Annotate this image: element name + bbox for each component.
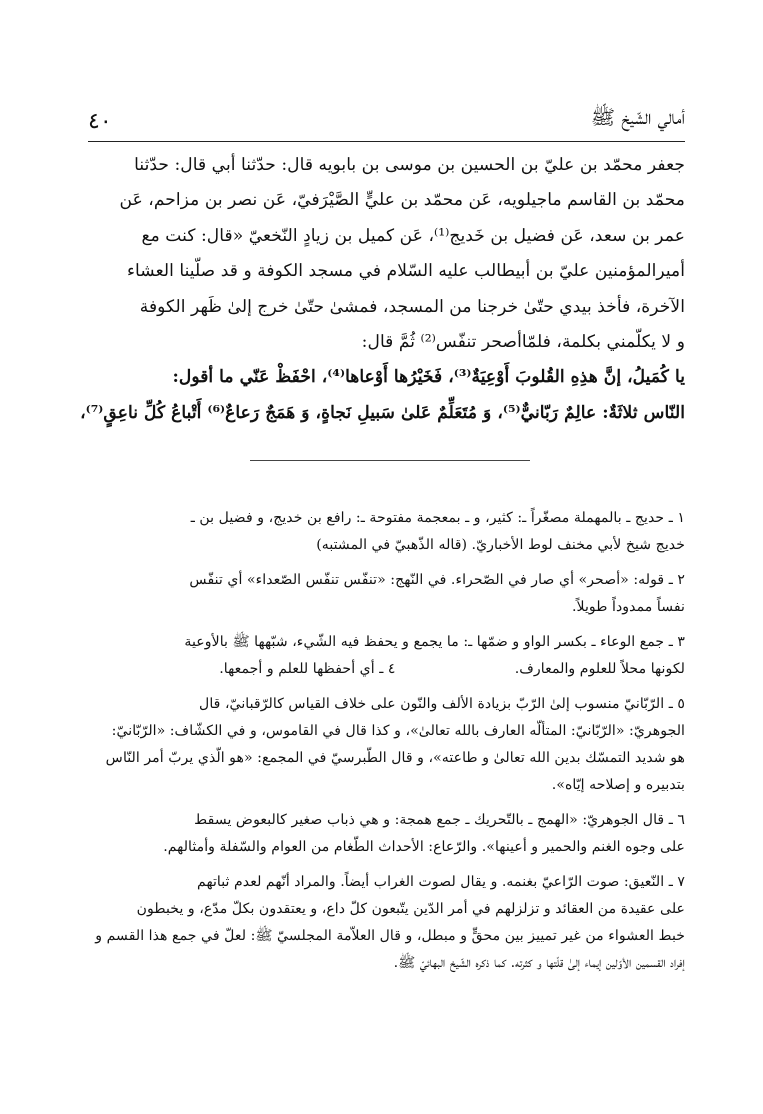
footnote-line: خبط العشواء من غير تمييز بين محقٍّ و مبطل، و قال العلاّمة المجلسيّ ﷺ: لعلّ في جمع هذا القسم و bbox=[95, 928, 685, 944]
text-line: جعفر محمّد بن عليّ بن الحسين بن موسى بن بابويه قال: حدّثنا أبي قال: حدّثنا bbox=[134, 155, 685, 175]
footnote-line bbox=[88, 656, 685, 683]
footnote-3-4 bbox=[88, 629, 685, 683]
footnote-line: بتدبيره و إصلاحه إيّاه». bbox=[551, 777, 685, 793]
footnotes bbox=[88, 505, 685, 985]
footnote-line: ٢ ـ قوله: «أصحر» أي صار في الصّحراء. في النّهج: «تنفّس تنفّس الصّعداء» أي تنفّس bbox=[189, 572, 685, 588]
footnote-5 bbox=[88, 691, 685, 799]
text-line: و لا يكلّمني بكلمة، فلمّاأصحر تنفّس⁽²⁾ ثُمَّ قال: bbox=[361, 331, 685, 352]
footnote-7 bbox=[88, 869, 685, 977]
running-title: أمالي الشّيخ ﷺ bbox=[590, 105, 685, 129]
page-header bbox=[88, 100, 685, 134]
page-number: ٤٠ bbox=[88, 109, 112, 134]
footnote-line: إفراد القسمين الأوّلين إيماء إلىٰ قلّتها و كثرته. كما ذكره الشّيخ البهائيّ ﷺ. bbox=[393, 955, 685, 971]
footnote-1 bbox=[88, 505, 685, 559]
text-line: محمّد بن القاسم ماجيلويه، عَن محمّد بن عليٍّ الصَّيْرَفيّ، عَن نصر بن مزاحم، عَن bbox=[119, 190, 685, 211]
footnote-line: خديج شيخ لأبي مخنف لوط الأخباريّ. (قاله الذّهبيّ في المشتبه) bbox=[316, 537, 685, 553]
text-line: عمر بن سعد، عَن فضيل بن خَديج⁽¹⁾، عَن كميل بن زيادٍ النّخعيّ «قال: كنت مع bbox=[141, 225, 685, 246]
footnote-line: ٥ ـ الرّبّانيّ منسوب إلىٰ الرّبّ بزيادة الألف والنّون على خلاف القياس كالرّقبانيّ، قال bbox=[199, 696, 685, 712]
footnote-2 bbox=[88, 567, 685, 621]
footnote-line: الجوهريّ: «الرّبّانيّ: المتألّه العارف بالله تعالىٰ»، و كذا قال في القاموس، و في الكشّاف: «الرّبّانيّ: bbox=[111, 723, 685, 739]
footnote-line: ٣ ـ جمع الوعاء ـ بكسر الواو و ضمّها ـ: ما يجمع و يحفظ فيه الشّيء، شبّهها ﷺ بالأوعية bbox=[184, 634, 685, 650]
text-line: أميرالمؤمنين عليّ بن أبيطالب عليه السّلام في مسجد الكوفة و قد صلّينا العشاء bbox=[126, 261, 685, 282]
text-line: الآخرة، فأخذ بيدي حتّىٰ خرجنا من المسجد، فمشىٰ حتّىٰ خرج إلىٰ ظَهر الكوفة bbox=[139, 296, 685, 317]
footnote-4: ٤ ـ أي أحفظها للعلم و أجمعها. bbox=[219, 661, 396, 677]
footnote-line: نفساً ممدوداً طويلاً. bbox=[571, 599, 685, 615]
header-divider bbox=[88, 141, 685, 142]
quote-line: النّاس ثلاثَةٌ: عالِمٌ رَبّانيٌّ⁽⁵⁾، وَ مُتَعَلِّمٌ عَلىٰ سَبيلِ نَجاةٍ، وَ هَمَجٌ رَعاعٌ⁽⁶⁾ أَتْباعُ كُلِّ ناعِقٍ⁽⁷⁾، bbox=[80, 402, 685, 423]
footnote-line: ٧ ـ النّعيق: صوت الرّاعيّ بغنمه. و يقال لصوت الغراب أيضاً. والمراد أنّهم لعدم ثباتهم bbox=[197, 874, 685, 890]
footnote-divider bbox=[250, 460, 530, 461]
footnote-line: هو شديد التمسّك بدين الله تعالىٰ و طاعته»، و قال الطّبرسيّ في المجمع: «هو الّذي يربّ أمر النّاس bbox=[105, 750, 685, 766]
footnote-line: على عقيدة من العقائد و تزلزلهم في أمر الدّين يتّبعون كلّ داع، و يعتقدون بكلّ مدّع، و يخبطون bbox=[136, 901, 685, 917]
main-text bbox=[80, 148, 685, 431]
footnote-3-tail: لكونها محلاً للعلوم والمعارف. bbox=[514, 661, 685, 677]
footnote-line: ١ ـ حديج ـ بالمهملة مصغّراً ـ: كثير، و ـ بمعجمة مفتوحة ـ: رافع بن خديج، و فضيل بن ـ bbox=[190, 510, 685, 526]
quote-line: يا كُمَيلُ، إنَّ هذِهِ القُلوبَ أَوْعِيَةٌ⁽³⁾، فَخَيْرُها أَوْعاها⁽⁴⁾، احْفَظْ عَنّي ما أقول: bbox=[172, 367, 685, 388]
footnote-line: ٦ ـ قال الجوهريّ: «الهمج ـ بالتّحريك ـ جمع همجة: و هي ذباب صغير كالبعوض يسقط bbox=[194, 812, 685, 828]
footnote-line: على وجوه الغنم والحمير و أعينها». والرّعاع: الأحداث الطّغام من العوام والسّفلة وأمثالهم. bbox=[163, 839, 685, 855]
footnote-6 bbox=[88, 807, 685, 861]
